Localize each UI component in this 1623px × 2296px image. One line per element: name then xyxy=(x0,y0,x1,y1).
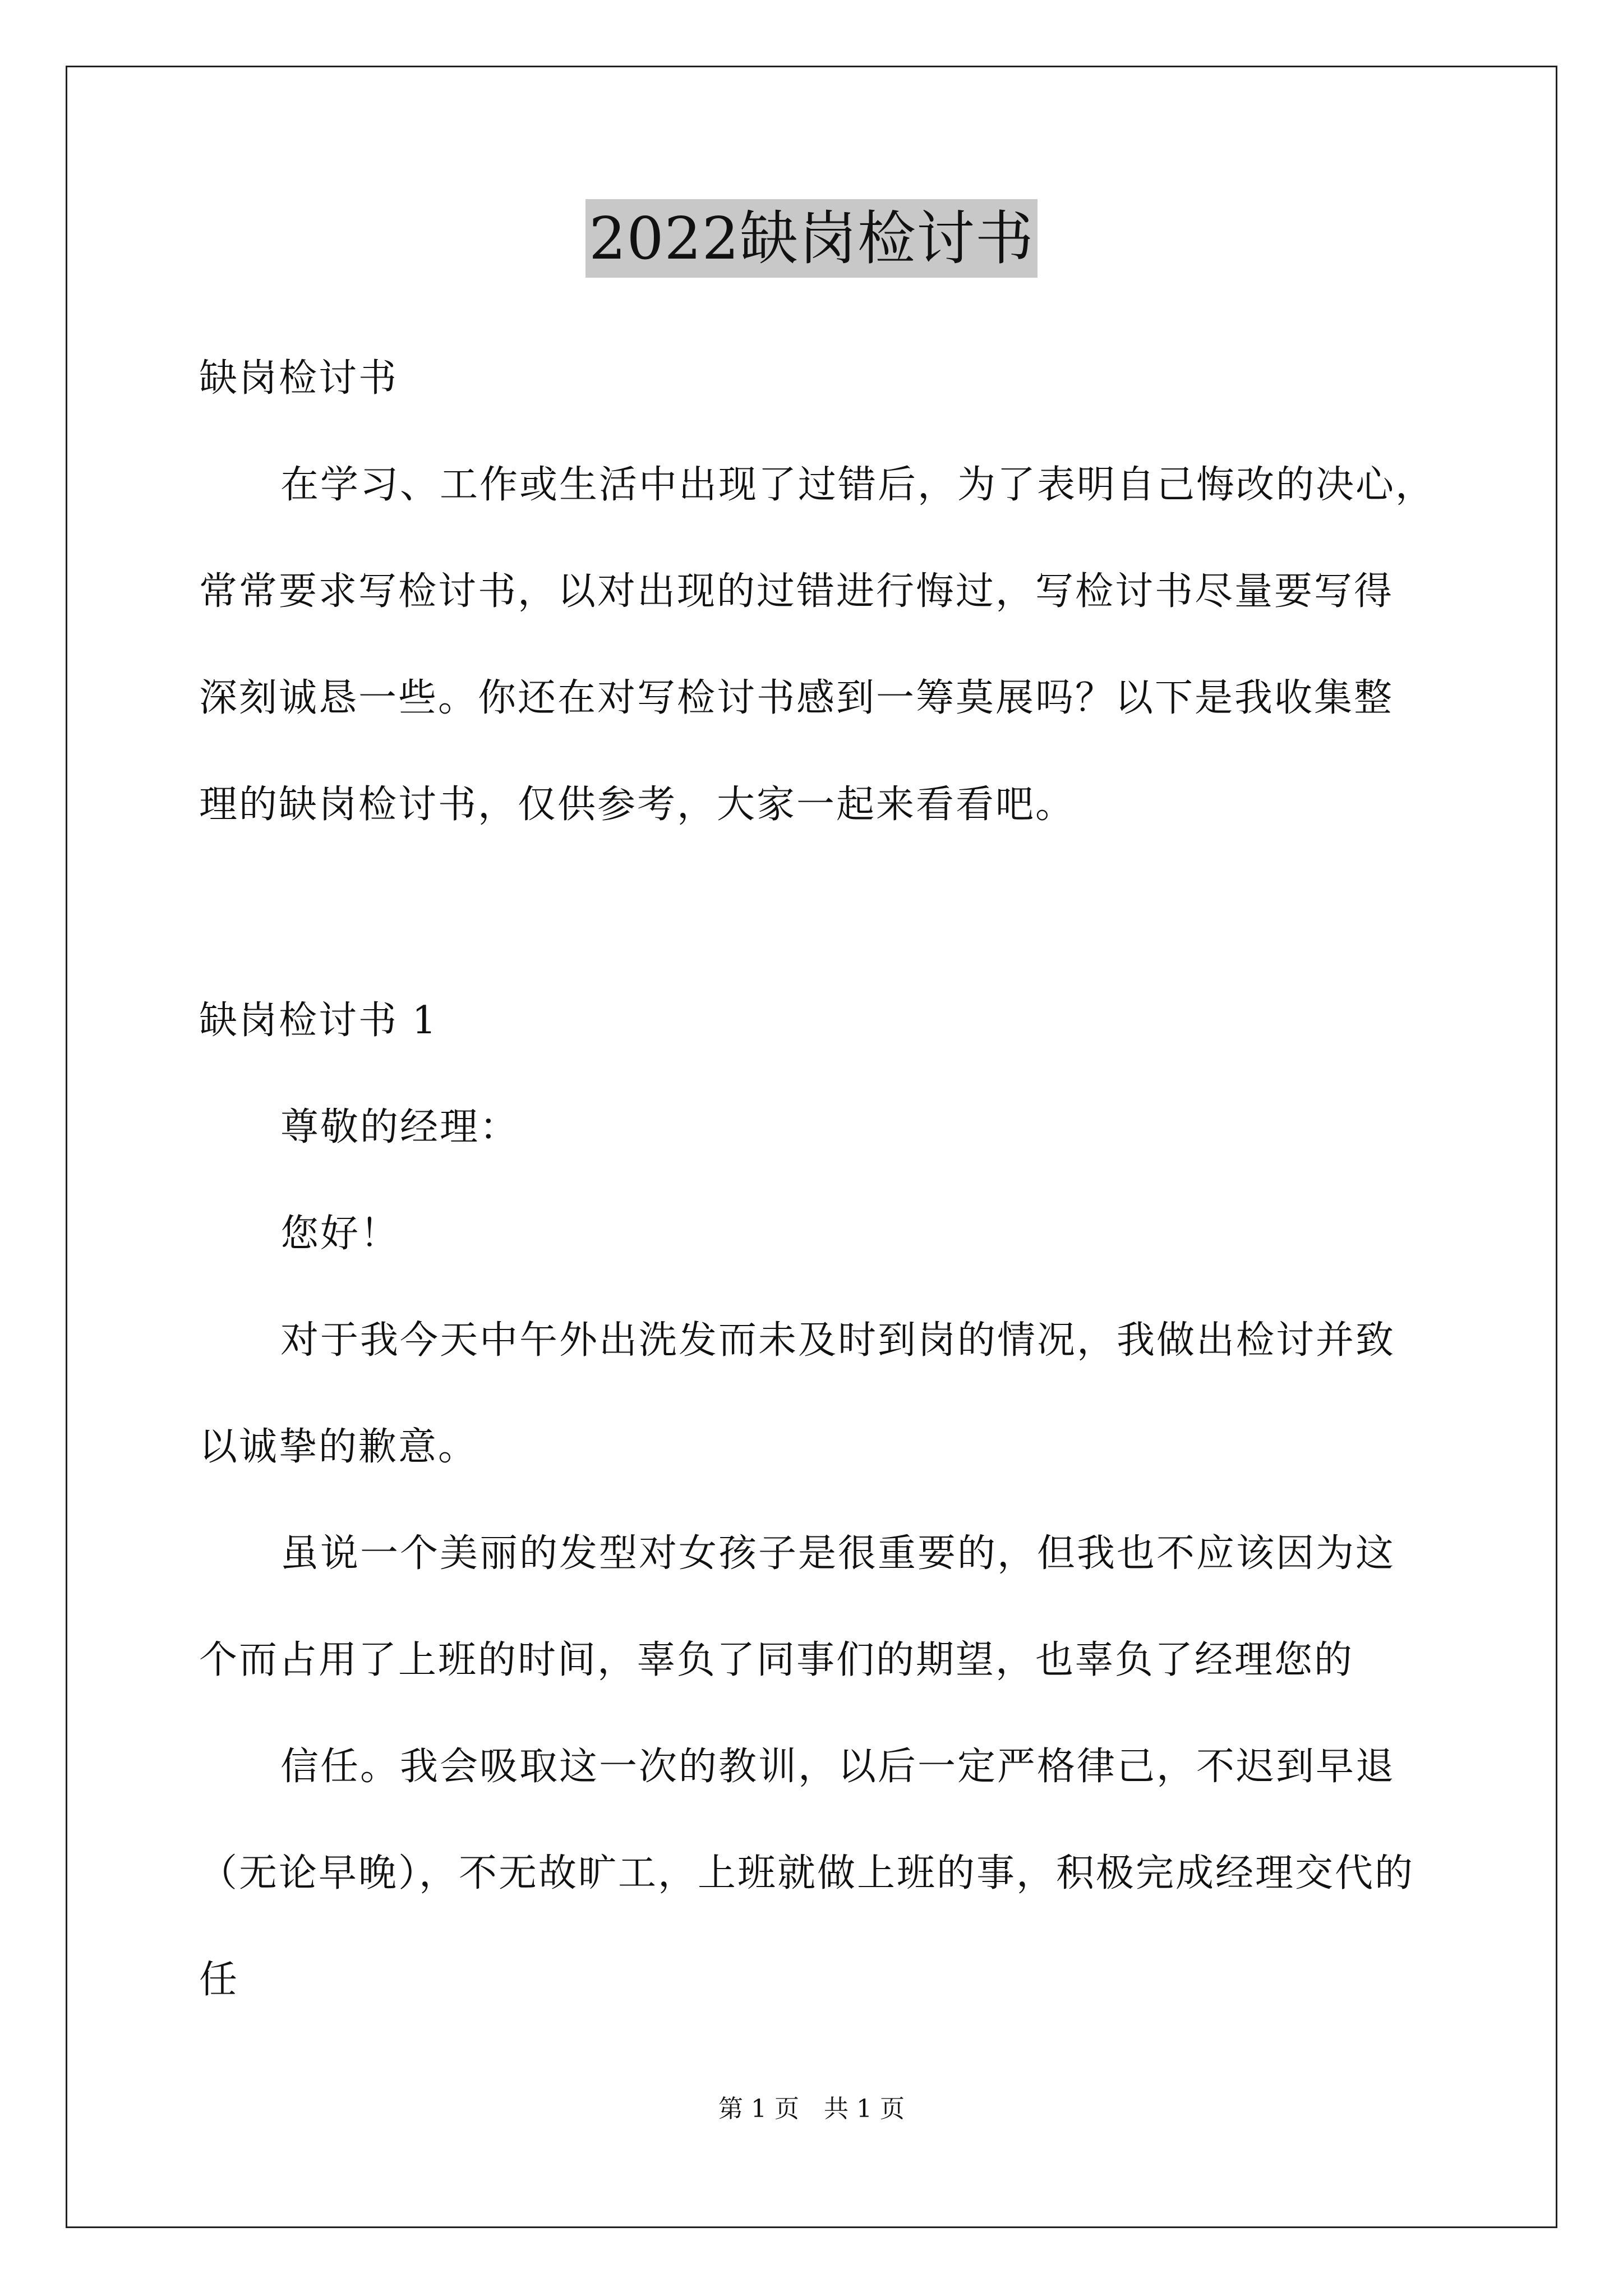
section-heading: 缺岗检讨书 1 xyxy=(199,999,438,1043)
paragraph-line: 深刻诚恳一些。你还在对写检讨书感到一筹莫展吗？以下是我收集整 xyxy=(199,676,1394,720)
paragraph-line: （无论早晚），不无故旷工，上班就做上班的事，积极完成经理交代的 xyxy=(199,1851,1415,1895)
salutation: 尊敬的经理： xyxy=(280,1105,520,1149)
greeting: 您好！ xyxy=(280,1212,400,1256)
page-footer: 第 1 页 共 1 页 xyxy=(718,2095,905,2123)
title-container xyxy=(0,199,1623,278)
document-title: 2022缺岗检讨书 xyxy=(585,199,1038,278)
paragraph-line: 以诚挚的歉意。 xyxy=(199,1425,478,1469)
paragraph-line: 对于我今天中午外出洗发而未及时到岗的情况，我做出检讨并致 xyxy=(280,1318,1396,1363)
paragraph-line: 虽说一个美丽的发型对女孩子是很重要的，但我也不应该因为这 xyxy=(280,1531,1396,1576)
paragraph-line: 常常要求写检讨书，以对出现的过错进行悔过，写检讨书尽量要写得 xyxy=(199,569,1394,614)
paragraph-line: 在学习、工作或生活中出现了过错后，为了表明自己悔改的决心， xyxy=(280,463,1436,507)
section-heading: 缺岗检讨书 xyxy=(199,356,399,401)
paragraph-line: 个而占用了上班的时间，辜负了同事们的期望，也辜负了经理您的 xyxy=(199,1638,1354,1682)
paragraph-line: 任 xyxy=(199,1958,239,2002)
paragraph-line: 信任。我会吸取这一次的教训，以后一定严格律己，不迟到早退 xyxy=(280,1745,1396,1789)
paragraph-line: 理的缺岗检讨书，仅供参考，大家一起来看看吧。 xyxy=(199,783,1076,827)
